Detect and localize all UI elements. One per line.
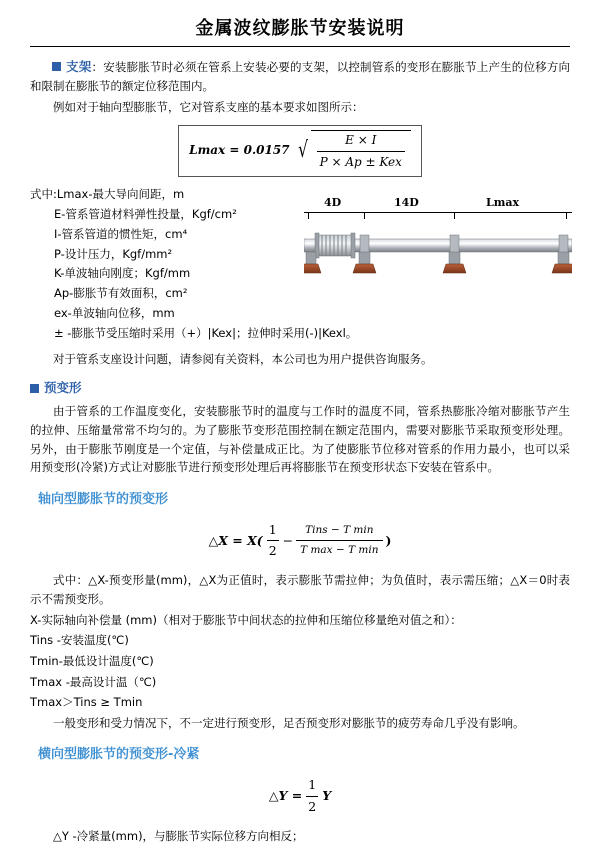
lateral-coldpull-formula [30, 775, 570, 817]
lateral-formula-rhs: Y [322, 788, 332, 804]
legend-item: E-管系管道材料弹性投量，Kgf/cm² [54, 207, 237, 222]
axial-half-numerator: 1 [267, 520, 279, 541]
section3-line: Tins -安装温度(℃) [30, 633, 129, 648]
legend-item: ± -膨胀节受压缩时采用（+）|Kex|；拉伸时采用(-)|Kexl。 [54, 325, 358, 340]
dimension-tick [364, 212, 365, 219]
legend-item: Ap-膨胀节有效面积，cm² [54, 286, 188, 301]
axial-formula-minus: − [282, 532, 294, 548]
section3-line: X-实际轴向补偿量 (mm)（相对于膨胀节中间状态的拉伸和压缩位移量绝对值之和）： [30, 612, 462, 627]
dimension-rule [304, 212, 572, 221]
lateral-half-numerator: 1 [306, 775, 318, 796]
section2-heading: 预变形 [44, 380, 82, 396]
section3-lines [30, 571, 570, 732]
page-title: 金属波纹膨胀节安装说明 [195, 18, 405, 39]
section3-line: Tmin-最低设计温度(℃) [30, 653, 154, 668]
section4-line1: △Y -冷紧量(mm)，与膨胀节实际位移方向相反； [53, 828, 304, 843]
axial-formula-half [267, 520, 279, 562]
dimension-tick [566, 212, 567, 219]
sqrt-icon: √ $\frac{E \times I}{\text{P × Ap ± Kex}}$ [296, 130, 411, 173]
document-page [0, 14, 600, 843]
section4-heading: 横向型膨胀节的预变形-冷紧 [38, 747, 200, 763]
axial-half-denominator: 2 [268, 543, 277, 559]
axial-formula-rhs: ) [385, 532, 392, 548]
section2-para1: 由于管系的工作温度变化，安装膨胀节时的温度与工作时的温度不同，管系热膨胀冷缩对膨胀节产生的拉伸、压缩量常常不均匀的。为了膨胀节变形范围控制在额定范围内，需要对膨胀节采取预变形处理。另外，由于膨胀节刚度是一个定值，与补偿量成正比。为了使膨胀节位移对管系的作用力最小，也可以采用预变形(冷紧)方式让对膨胀节进行预变形处理后再将膨胀节在预变形状态下安装在管系中。 [30, 404, 570, 475]
lateral-formula-lhs: △Y = [268, 788, 303, 804]
diagram-dimension-labels [304, 196, 572, 212]
section3-line: Tmax -最高设计温（℃) [30, 674, 157, 689]
section3-line: 式中：△X-预变形量(mm)，△X为正值时，表示膨胀节需拉伸；为负值时，表示需压缩；△X＝0时表示不需预变形。 [30, 573, 570, 607]
dimension-label-4d: 4D [324, 196, 342, 209]
dimension-label-lmax: Lmax [486, 196, 520, 209]
section2-heading-row [30, 378, 570, 398]
pipe-support-diagram [304, 196, 572, 287]
section3-line: Tmax＞Tins ≥ Tmin [30, 695, 143, 710]
axial-frac-numerator: Tins − T min [296, 522, 382, 541]
lmax-radicand-denominator: P × Ap ± Kex [319, 154, 402, 169]
pipe-schematic-svg [304, 221, 572, 287]
legend-item: 式中:Lmax-最大导向间距，m [30, 187, 185, 202]
section1-closing: 对于管系支座设计问题，请参阅有关资料，本公司也为用户提供咨询服务。 [53, 351, 433, 366]
axial-predeform-formula [30, 520, 570, 562]
axial-formula-lhs: △X = X( [208, 532, 263, 548]
dimension-tick [454, 212, 455, 219]
legend-item: I-管系管道的惯性矩，cm⁴ [54, 226, 188, 241]
legend-item: ex-单波轴向位移，mm [54, 305, 175, 320]
section1-para1: 安装膨胀节时必须在管系上安装必要的支架，以控制管系的变形在膨胀节上产生的位移方向和限制在膨胀节的额定位移范围内。 [30, 60, 571, 94]
bullet-square-icon [52, 62, 61, 71]
axial-frac-denominator: T max − T min [300, 544, 379, 557]
document-body [0, 47, 600, 846]
lateral-half-denominator: 2 [308, 798, 317, 814]
lateral-formula-half [306, 775, 318, 817]
lmax-radicand-numerator: E × I [317, 131, 405, 152]
axial-formula-fraction [296, 522, 382, 559]
section3-heading: 轴向型膨胀节的预变形 [38, 491, 169, 507]
bullet-square-icon [30, 384, 39, 393]
legend-item: K-单波轴向刚度；Kgf/mm [54, 266, 191, 281]
section1-intro-paragraph: 支架：安装膨胀节时必须在管系上安装必要的支架，以控制管系的变形在膨胀节上产生的位移方向和限制在膨胀节的额定位移范围内。 [30, 59, 571, 94]
dimension-tick [308, 212, 309, 219]
legend-item: P-设计压力，Kgf/mm² [54, 246, 173, 261]
section3-line: 一般变形和受力情况下，不一定进行预变形，足否预变形对膨胀节的疲劳寿命几乎没有影响。 [53, 715, 525, 730]
lmax-formula-lhs: Lmax = 0.0157 [189, 143, 290, 158]
section1-para2: 例如对于轴向型膨胀节，它对管系支座的基本要求如图所示： [53, 99, 364, 114]
section1-heading: 支架 [66, 59, 92, 74]
dimension-label-14d: 14D [394, 196, 419, 209]
lmax-formula [30, 125, 570, 178]
